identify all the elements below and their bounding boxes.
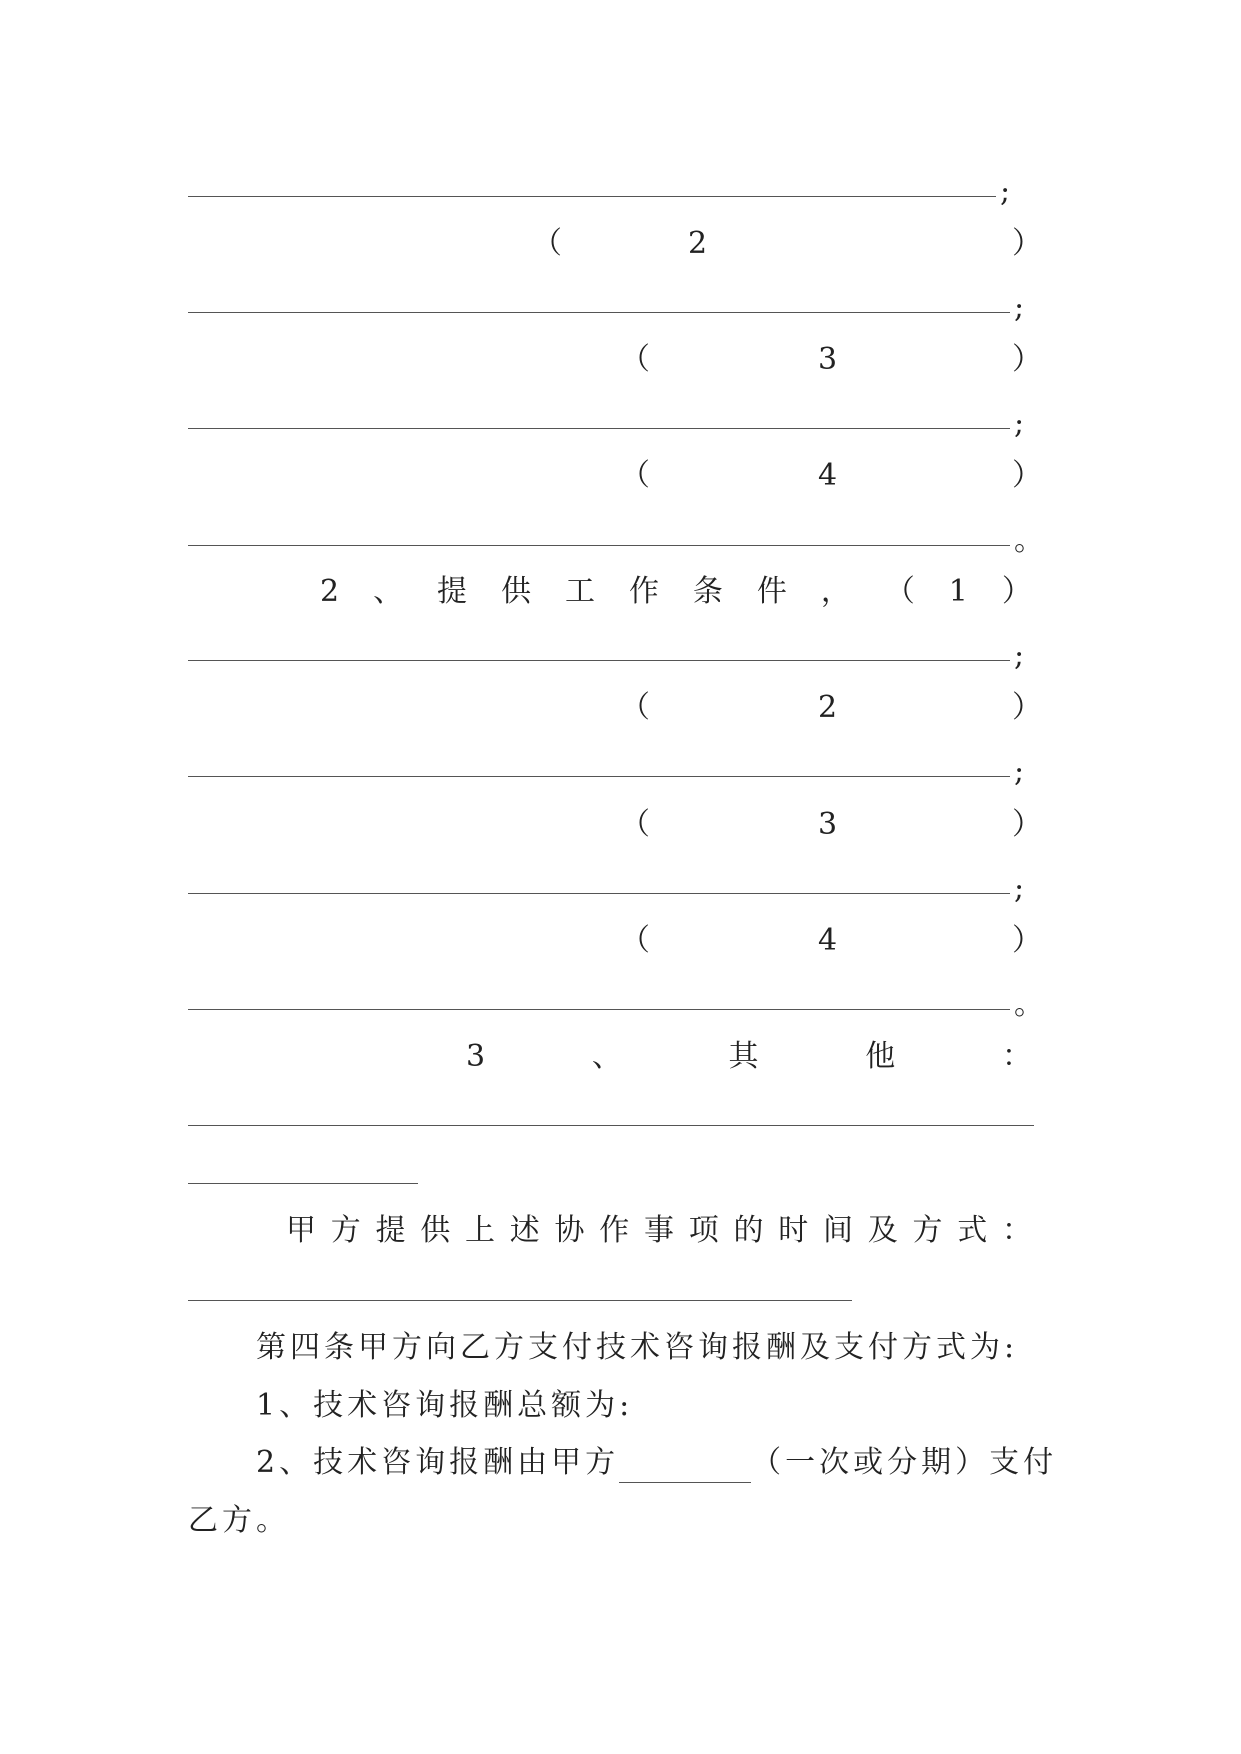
heading-char: （: [884, 574, 915, 609]
item-number: 3: [818, 807, 838, 842]
semicolon: ;: [1014, 754, 1025, 789]
item-number: 2: [688, 226, 708, 261]
text-char: 方: [330, 1213, 361, 1248]
text-char: 作: [599, 1213, 630, 1248]
paren-close: ）: [1012, 807, 1042, 842]
paren-open: （: [620, 690, 650, 725]
item-2-suffix: （一次或分期）支付: [751, 1445, 1058, 1480]
heading-char: 、: [591, 1039, 622, 1074]
item-number: 4: [818, 923, 838, 958]
heading-char: ）: [1001, 574, 1032, 609]
heading-char: 件: [756, 574, 787, 609]
fill-blank[interactable]: [188, 196, 996, 197]
section-2-heading: [320, 572, 1032, 612]
text-char: 时: [778, 1213, 809, 1248]
heading-char: ：: [1001, 1039, 1032, 1074]
article-4-item-2-continued: 乙方。: [188, 1503, 290, 1538]
fill-blank[interactable]: [188, 428, 1010, 429]
heading-char: 1: [948, 574, 968, 609]
fill-blank[interactable]: [188, 1009, 1010, 1010]
period: 。: [1014, 987, 1044, 1022]
text-char: 供: [420, 1213, 451, 1248]
heading-char: 工: [564, 574, 595, 609]
heading-char: 提: [437, 574, 468, 609]
semicolon: ;: [1014, 290, 1025, 325]
article-4-title: 第四条甲方向乙方支付技术咨询报酬及支付方式为:: [256, 1330, 1019, 1365]
text-char: 式: [957, 1213, 988, 1248]
text-char: 及: [867, 1213, 898, 1248]
text-char: 协: [554, 1213, 585, 1248]
fill-blank[interactable]: [188, 312, 1010, 313]
section-3-heading: [466, 1037, 1032, 1077]
heading-char: 作: [628, 574, 659, 609]
text-char: 上: [465, 1213, 495, 1248]
semicolon: ;: [1014, 638, 1025, 673]
item-number: 4: [818, 458, 838, 493]
text-char: 方: [912, 1213, 943, 1248]
semicolon: ;: [1014, 406, 1025, 441]
payment-method-blank[interactable]: [619, 1452, 751, 1483]
text-char: 间: [823, 1213, 853, 1248]
paren-open: （: [620, 342, 650, 377]
fill-blank[interactable]: [188, 545, 1010, 546]
paren-close: ）: [1012, 226, 1042, 261]
item-number: 2: [818, 690, 838, 725]
fill-blank[interactable]: [188, 1125, 1034, 1126]
fill-blank[interactable]: [188, 1183, 418, 1184]
text-char: 述: [509, 1213, 540, 1248]
paren-close: ）: [1012, 923, 1042, 958]
text-char: 项: [688, 1213, 719, 1248]
text-char: 的: [733, 1213, 764, 1248]
heading-char: 、: [373, 574, 404, 609]
paren-open: （: [620, 458, 650, 493]
heading-char: ，: [820, 574, 851, 609]
paren-open: （: [620, 923, 650, 958]
paren-open: （: [532, 226, 562, 261]
period: 。: [1014, 523, 1044, 558]
paren-close: ）: [1012, 342, 1042, 377]
article-4-item-1: 1、技术咨询报酬总额为:: [256, 1388, 634, 1423]
item-2-prefix: 2、技术咨询报酬由甲方: [256, 1445, 620, 1480]
semicolon: ;: [1000, 174, 1011, 209]
fill-blank[interactable]: [188, 776, 1010, 777]
text-char: ：: [1002, 1213, 1032, 1248]
text-char: 提: [375, 1213, 406, 1248]
paren-close: ）: [1012, 690, 1042, 725]
fill-blank[interactable]: [188, 893, 1010, 894]
semicolon: ;: [1014, 871, 1025, 906]
heading-char: 供: [501, 574, 531, 609]
paren-close: ）: [1012, 458, 1042, 493]
paren-open: （: [620, 807, 650, 842]
heading-char: 3: [466, 1039, 486, 1074]
text-char: 甲: [286, 1213, 316, 1248]
item-number: 3: [818, 342, 838, 377]
fill-blank[interactable]: [188, 660, 1010, 661]
text-char: 事: [644, 1213, 674, 1248]
heading-char: 条: [692, 574, 723, 609]
heading-char: 其: [728, 1039, 759, 1074]
cooperation-time-method: [286, 1211, 1032, 1251]
fill-blank[interactable]: [188, 1300, 852, 1301]
article-4-item-2: [256, 1443, 1120, 1483]
heading-char: 2: [320, 574, 340, 609]
heading-char: 他: [865, 1039, 896, 1074]
